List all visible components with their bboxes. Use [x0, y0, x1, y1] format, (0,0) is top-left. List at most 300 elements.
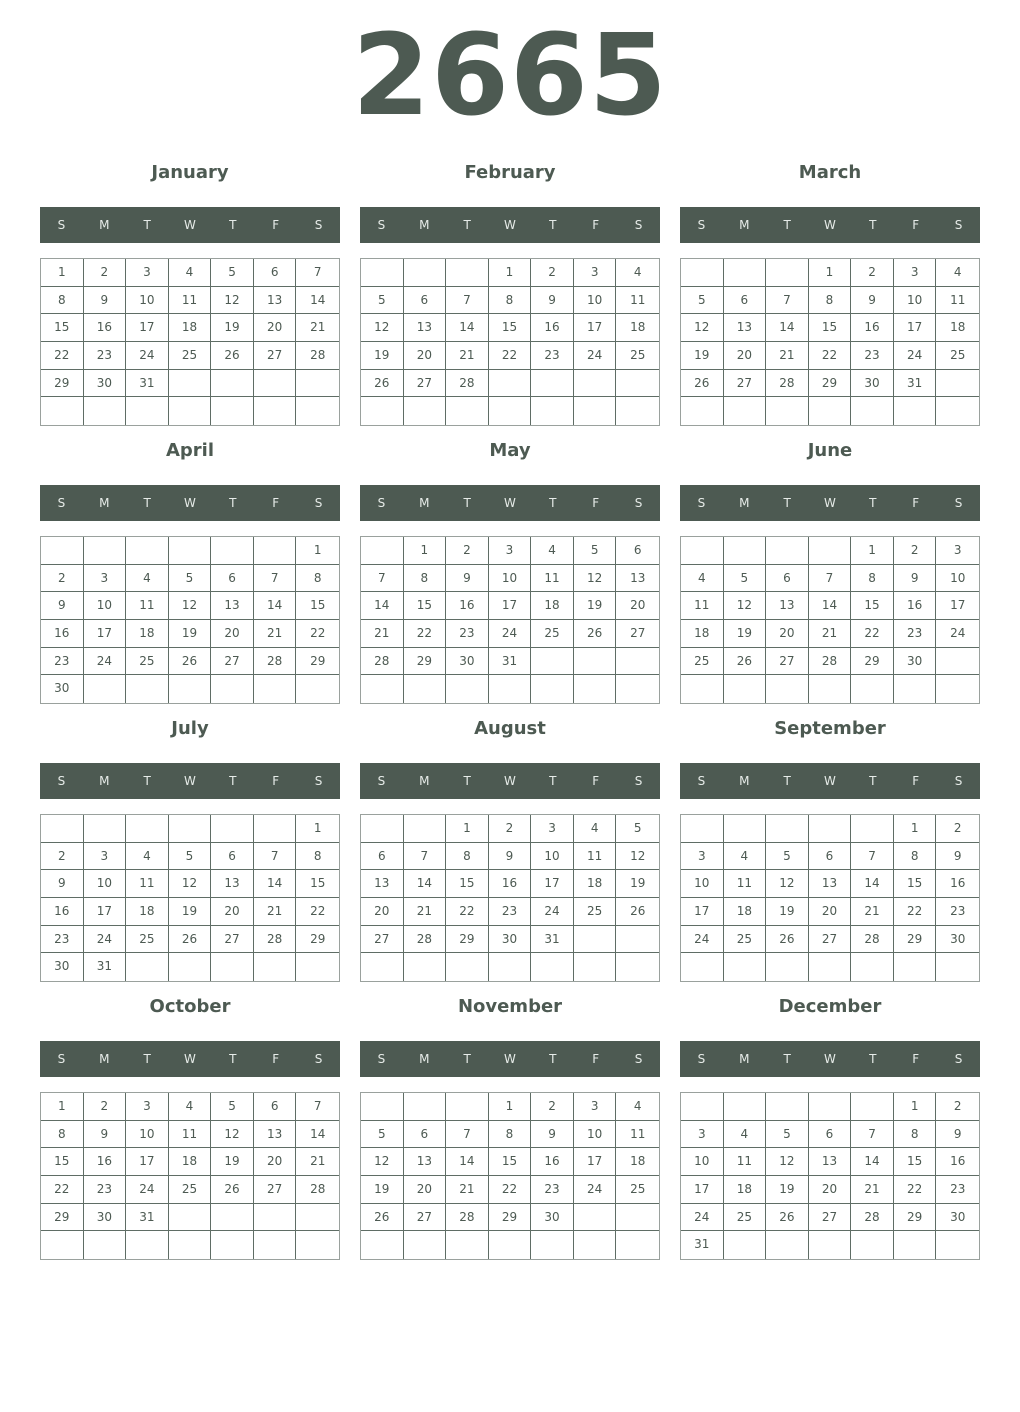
- day-cell: [851, 953, 894, 981]
- day-cell: [724, 537, 767, 565]
- day-cell: [446, 1231, 489, 1259]
- weekday-label: F: [272, 774, 280, 788]
- day-cell: 27: [616, 620, 659, 648]
- day-cell: 15: [489, 1148, 532, 1176]
- day-cell: 14: [851, 1148, 894, 1176]
- day-cell: 8: [446, 843, 489, 871]
- day-cell: 14: [404, 870, 447, 898]
- day-cell: 16: [936, 1148, 979, 1176]
- day-cell: [766, 953, 809, 981]
- month-december: [680, 995, 980, 1265]
- weekday-label: T: [229, 1052, 237, 1066]
- day-cell: 9: [84, 1121, 127, 1149]
- day-cell: 5: [616, 815, 659, 843]
- day-cell: 21: [361, 620, 404, 648]
- day-cell: 14: [809, 592, 852, 620]
- weekday-label: M: [739, 774, 750, 788]
- day-cell: 29: [489, 1204, 532, 1232]
- day-cell: [724, 1093, 767, 1121]
- day-cell: 17: [894, 314, 937, 342]
- day-cell: 30: [84, 370, 127, 398]
- day-cell: [84, 397, 127, 425]
- weekday-label: S: [314, 218, 323, 232]
- day-cell: 16: [41, 620, 84, 648]
- day-cell: [126, 397, 169, 425]
- day-cell: 29: [851, 648, 894, 676]
- day-cell: 6: [809, 843, 852, 871]
- day-cell: 6: [254, 1093, 297, 1121]
- weekday-label: S: [954, 218, 963, 232]
- day-cell: 12: [211, 1121, 254, 1149]
- day-cell: 21: [851, 1176, 894, 1204]
- month-january: [40, 161, 340, 431]
- day-cell: 8: [809, 287, 852, 315]
- weekday-header: [680, 1041, 980, 1077]
- weekday-label: M: [739, 496, 750, 510]
- day-cell: [489, 953, 532, 981]
- day-cell: 5: [361, 1121, 404, 1149]
- day-cell: 7: [446, 1121, 489, 1149]
- day-grid: [360, 1092, 660, 1260]
- day-cell: 31: [894, 370, 937, 398]
- day-cell: 13: [724, 314, 767, 342]
- day-cell: 24: [574, 1176, 617, 1204]
- day-cell: 26: [361, 370, 404, 398]
- day-cell: 18: [169, 314, 212, 342]
- day-cell: [616, 926, 659, 954]
- day-cell: [404, 815, 447, 843]
- day-cell: 16: [489, 870, 532, 898]
- day-cell: 10: [126, 287, 169, 315]
- day-grid: [360, 814, 660, 982]
- day-cell: 27: [809, 926, 852, 954]
- day-cell: 17: [574, 1148, 617, 1176]
- day-cell: 22: [41, 342, 84, 370]
- day-cell: [84, 537, 127, 565]
- day-cell: 4: [531, 537, 574, 565]
- day-cell: 19: [169, 620, 212, 648]
- day-cell: 6: [404, 287, 447, 315]
- day-cell: [574, 370, 617, 398]
- day-cell: [211, 370, 254, 398]
- day-cell: [809, 953, 852, 981]
- day-cell: 13: [404, 1148, 447, 1176]
- day-cell: 19: [766, 1176, 809, 1204]
- day-cell: [616, 1204, 659, 1232]
- weekday-label: T: [783, 774, 791, 788]
- day-cell: 24: [84, 926, 127, 954]
- day-cell: 17: [574, 314, 617, 342]
- day-cell: 25: [681, 648, 724, 676]
- day-cell: 28: [446, 370, 489, 398]
- weekday-label: W: [824, 774, 836, 788]
- day-cell: 19: [211, 314, 254, 342]
- day-cell: 29: [296, 648, 339, 676]
- weekday-header: [360, 485, 660, 521]
- day-cell: [254, 953, 297, 981]
- month-title: January: [151, 162, 229, 183]
- day-cell: 26: [766, 926, 809, 954]
- day-cell: [894, 1231, 937, 1259]
- weekday-label: T: [869, 218, 877, 232]
- weekday-header: [40, 1041, 340, 1077]
- day-cell: [531, 1231, 574, 1259]
- day-grid: [680, 1092, 980, 1260]
- day-cell: 26: [574, 620, 617, 648]
- weekday-header: [680, 763, 980, 799]
- day-cell: 28: [296, 342, 339, 370]
- weekday-label: T: [783, 1052, 791, 1066]
- day-cell: [574, 1204, 617, 1232]
- day-cell: 20: [809, 898, 852, 926]
- day-cell: [361, 397, 404, 425]
- day-cell: 17: [126, 314, 169, 342]
- day-cell: 10: [574, 287, 617, 315]
- day-cell: 19: [724, 620, 767, 648]
- day-cell: 11: [724, 1148, 767, 1176]
- day-cell: 21: [809, 620, 852, 648]
- day-cell: 1: [41, 259, 84, 287]
- month-title: October: [149, 996, 231, 1017]
- day-cell: 20: [766, 620, 809, 648]
- day-cell: 15: [296, 592, 339, 620]
- day-cell: 5: [766, 1121, 809, 1149]
- day-cell: [894, 397, 937, 425]
- day-cell: 14: [254, 592, 297, 620]
- day-cell: 13: [404, 314, 447, 342]
- day-cell: 3: [574, 1093, 617, 1121]
- day-cell: 22: [41, 1176, 84, 1204]
- weekday-label: M: [739, 1052, 750, 1066]
- day-cell: 18: [169, 1148, 212, 1176]
- day-cell: [211, 397, 254, 425]
- day-cell: 29: [446, 926, 489, 954]
- weekday-label: S: [954, 774, 963, 788]
- day-cell: 9: [851, 287, 894, 315]
- day-cell: 23: [894, 620, 937, 648]
- day-cell: 23: [531, 342, 574, 370]
- day-cell: 30: [894, 648, 937, 676]
- weekday-label: F: [592, 1052, 600, 1066]
- weekday-label: S: [57, 774, 66, 788]
- weekday-label: W: [184, 496, 196, 510]
- day-cell: [574, 926, 617, 954]
- weekday-label: M: [99, 1052, 110, 1066]
- day-cell: [724, 259, 767, 287]
- day-cell: 9: [531, 1121, 574, 1149]
- day-cell: 15: [404, 592, 447, 620]
- day-cell: 16: [531, 314, 574, 342]
- day-cell: 19: [766, 898, 809, 926]
- day-cell: [489, 1231, 532, 1259]
- day-cell: 14: [766, 314, 809, 342]
- day-cell: [851, 1231, 894, 1259]
- day-cell: 15: [809, 314, 852, 342]
- day-cell: 26: [169, 926, 212, 954]
- day-cell: [254, 815, 297, 843]
- day-cell: 9: [84, 287, 127, 315]
- weekday-label: S: [634, 774, 643, 788]
- day-cell: [936, 370, 979, 398]
- day-cell: 8: [894, 843, 937, 871]
- weekday-label: W: [184, 774, 196, 788]
- day-cell: 6: [254, 259, 297, 287]
- day-cell: 20: [404, 342, 447, 370]
- day-cell: 18: [126, 620, 169, 648]
- day-cell: 26: [766, 1204, 809, 1232]
- day-cell: 20: [809, 1176, 852, 1204]
- day-cell: [84, 815, 127, 843]
- day-cell: 3: [681, 843, 724, 871]
- day-cell: 9: [894, 565, 937, 593]
- day-cell: 22: [851, 620, 894, 648]
- day-cell: 2: [531, 259, 574, 287]
- day-cell: 5: [211, 1093, 254, 1121]
- month-october: [40, 995, 340, 1265]
- day-cell: 16: [41, 898, 84, 926]
- day-cell: 4: [126, 565, 169, 593]
- day-cell: 25: [724, 1204, 767, 1232]
- day-cell: 17: [489, 592, 532, 620]
- day-cell: 1: [489, 259, 532, 287]
- day-cell: [531, 953, 574, 981]
- day-cell: [724, 815, 767, 843]
- day-cell: [84, 1231, 127, 1259]
- day-cell: 7: [296, 259, 339, 287]
- day-grid: [40, 814, 340, 982]
- day-cell: 24: [894, 342, 937, 370]
- weekday-label: W: [824, 496, 836, 510]
- day-cell: 18: [574, 870, 617, 898]
- day-cell: 10: [531, 843, 574, 871]
- day-cell: 15: [296, 870, 339, 898]
- day-cell: [126, 675, 169, 703]
- day-cell: 27: [809, 1204, 852, 1232]
- day-cell: [851, 675, 894, 703]
- day-cell: 15: [894, 1148, 937, 1176]
- weekday-label: W: [824, 1052, 836, 1066]
- weekday-label: S: [377, 496, 386, 510]
- day-cell: 13: [211, 592, 254, 620]
- weekday-label: S: [697, 218, 706, 232]
- day-cell: 24: [574, 342, 617, 370]
- day-cell: 1: [41, 1093, 84, 1121]
- day-cell: 27: [254, 342, 297, 370]
- weekday-label: F: [592, 774, 600, 788]
- day-cell: 12: [616, 843, 659, 871]
- day-cell: 13: [616, 565, 659, 593]
- day-cell: 17: [936, 592, 979, 620]
- day-cell: 20: [724, 342, 767, 370]
- day-cell: 4: [169, 259, 212, 287]
- day-cell: 14: [361, 592, 404, 620]
- day-cell: 13: [361, 870, 404, 898]
- day-cell: 31: [531, 926, 574, 954]
- day-cell: 18: [616, 314, 659, 342]
- day-cell: 11: [126, 592, 169, 620]
- weekday-label: S: [697, 496, 706, 510]
- day-cell: 10: [84, 870, 127, 898]
- day-cell: [616, 953, 659, 981]
- day-cell: 7: [809, 565, 852, 593]
- day-cell: 23: [41, 926, 84, 954]
- day-cell: 25: [531, 620, 574, 648]
- day-cell: 23: [531, 1176, 574, 1204]
- month-november: [360, 995, 660, 1265]
- day-cell: 16: [84, 1148, 127, 1176]
- day-cell: 13: [254, 1121, 297, 1149]
- day-cell: 10: [126, 1121, 169, 1149]
- day-cell: 31: [84, 953, 127, 981]
- weekday-label: T: [143, 1052, 151, 1066]
- day-cell: 8: [489, 1121, 532, 1149]
- day-cell: 7: [446, 287, 489, 315]
- day-cell: [296, 397, 339, 425]
- day-cell: [574, 397, 617, 425]
- day-cell: [361, 675, 404, 703]
- day-cell: 13: [766, 592, 809, 620]
- weekday-header: [680, 485, 980, 521]
- day-cell: 12: [724, 592, 767, 620]
- day-cell: 2: [894, 537, 937, 565]
- day-cell: 19: [681, 342, 724, 370]
- day-cell: 22: [894, 1176, 937, 1204]
- day-cell: [404, 953, 447, 981]
- day-cell: [531, 397, 574, 425]
- day-cell: 27: [404, 1204, 447, 1232]
- day-cell: 9: [41, 870, 84, 898]
- day-cell: 29: [894, 1204, 937, 1232]
- weekday-label: S: [57, 496, 66, 510]
- day-cell: 6: [211, 843, 254, 871]
- weekday-label: M: [419, 774, 430, 788]
- year-title: 2665: [352, 11, 668, 141]
- weekday-header: [360, 1041, 660, 1077]
- day-cell: 20: [254, 314, 297, 342]
- day-cell: 7: [296, 1093, 339, 1121]
- day-grid: [680, 258, 980, 426]
- day-cell: 11: [616, 1121, 659, 1149]
- weekday-label: T: [783, 496, 791, 510]
- weekday-label: S: [57, 218, 66, 232]
- weekday-label: S: [314, 774, 323, 788]
- day-cell: 10: [84, 592, 127, 620]
- day-cell: 18: [616, 1148, 659, 1176]
- day-cell: 18: [681, 620, 724, 648]
- weekday-label: F: [272, 218, 280, 232]
- day-cell: [766, 1093, 809, 1121]
- day-cell: 23: [851, 342, 894, 370]
- day-cell: 12: [169, 592, 212, 620]
- day-cell: 24: [681, 926, 724, 954]
- weekday-label: T: [143, 496, 151, 510]
- day-cell: [766, 815, 809, 843]
- day-cell: [616, 648, 659, 676]
- day-cell: 2: [41, 843, 84, 871]
- day-cell: 1: [894, 815, 937, 843]
- day-cell: 19: [361, 342, 404, 370]
- day-cell: [531, 675, 574, 703]
- day-cell: 12: [211, 287, 254, 315]
- day-cell: [616, 370, 659, 398]
- month-title: August: [474, 718, 546, 739]
- day-cell: 3: [126, 1093, 169, 1121]
- day-cell: [446, 259, 489, 287]
- weekday-label: M: [419, 496, 430, 510]
- month-title: September: [774, 718, 886, 739]
- day-cell: [296, 953, 339, 981]
- day-cell: 16: [531, 1148, 574, 1176]
- day-cell: 7: [851, 1121, 894, 1149]
- day-grid: [360, 536, 660, 704]
- day-cell: 22: [809, 342, 852, 370]
- day-cell: 24: [531, 898, 574, 926]
- weekday-label: T: [143, 774, 151, 788]
- day-cell: 14: [446, 314, 489, 342]
- day-grid: [680, 814, 980, 982]
- day-cell: [894, 675, 937, 703]
- day-cell: 5: [169, 843, 212, 871]
- day-cell: 18: [724, 898, 767, 926]
- day-cell: [766, 537, 809, 565]
- day-cell: [41, 537, 84, 565]
- day-cell: 13: [254, 287, 297, 315]
- day-cell: 1: [446, 815, 489, 843]
- day-cell: 23: [41, 648, 84, 676]
- day-cell: [126, 953, 169, 981]
- day-cell: 12: [766, 870, 809, 898]
- day-cell: 14: [254, 870, 297, 898]
- weekday-label: T: [549, 1052, 557, 1066]
- day-cell: [936, 648, 979, 676]
- day-cell: 23: [489, 898, 532, 926]
- weekday-label: T: [549, 218, 557, 232]
- day-cell: [211, 1204, 254, 1232]
- day-cell: 27: [766, 648, 809, 676]
- day-cell: 24: [489, 620, 532, 648]
- day-cell: 25: [574, 898, 617, 926]
- day-cell: [211, 537, 254, 565]
- day-cell: 28: [446, 1204, 489, 1232]
- day-cell: 21: [254, 620, 297, 648]
- day-cell: 16: [894, 592, 937, 620]
- day-cell: [894, 953, 937, 981]
- day-cell: 6: [809, 1121, 852, 1149]
- day-cell: [489, 675, 532, 703]
- weekday-label: W: [504, 496, 516, 510]
- day-cell: 3: [126, 259, 169, 287]
- day-cell: 29: [296, 926, 339, 954]
- day-cell: 11: [616, 287, 659, 315]
- month-may: [360, 439, 660, 709]
- day-cell: 26: [169, 648, 212, 676]
- day-cell: 15: [894, 870, 937, 898]
- weekday-label: F: [912, 218, 920, 232]
- day-cell: [254, 397, 297, 425]
- weekday-label: S: [634, 218, 643, 232]
- day-cell: 28: [296, 1176, 339, 1204]
- day-cell: 19: [211, 1148, 254, 1176]
- day-cell: 15: [41, 314, 84, 342]
- day-cell: 19: [616, 870, 659, 898]
- weekday-label: S: [634, 1052, 643, 1066]
- day-cell: 2: [531, 1093, 574, 1121]
- day-cell: 17: [681, 898, 724, 926]
- day-cell: 16: [84, 314, 127, 342]
- weekday-label: T: [143, 218, 151, 232]
- day-cell: 14: [296, 287, 339, 315]
- day-grid: [40, 1092, 340, 1260]
